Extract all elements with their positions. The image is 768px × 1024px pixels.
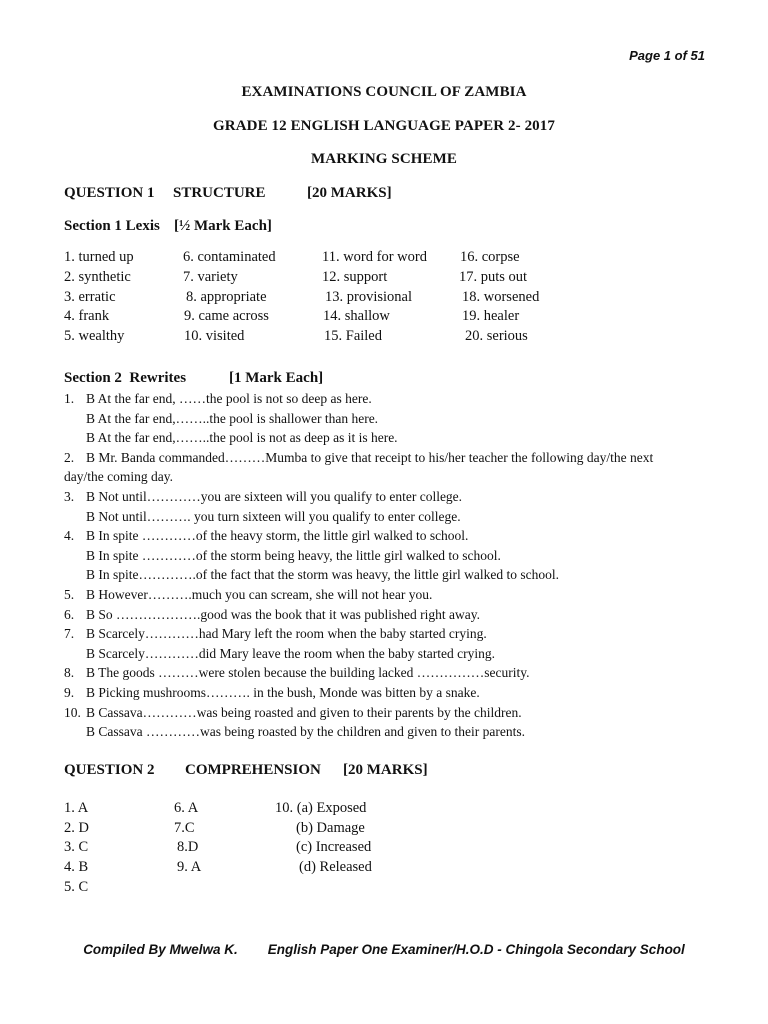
item-number: [64, 546, 86, 566]
item-number: 10.: [64, 704, 81, 720]
lexis-item: 14. shallow: [323, 308, 390, 324]
lexis-item: 9. came across: [184, 308, 269, 324]
answer-item: 1. A: [64, 800, 89, 816]
paper-title: GRADE 12 ENGLISH LANGUAGE PAPER 2- 2017: [213, 118, 555, 134]
rewrite-line: [64, 722, 714, 742]
lexis-item: 13. provisional: [325, 289, 412, 305]
answer-item: 8.D: [177, 839, 199, 855]
rewrite-text: B In spite …………of the storm being heavy, the little girl walked to school.: [86, 547, 501, 563]
rewrite-line: [64, 467, 714, 487]
item-number: [64, 428, 86, 448]
section1-marks: [½ Mark Each]: [174, 218, 272, 234]
lexis-item: 12. support: [322, 269, 388, 285]
rewrite-line: [64, 605, 714, 625]
answer-item: (b) Damage: [296, 820, 365, 836]
item-number: 1.: [64, 391, 75, 406]
question2-label: QUESTION 2: [64, 762, 155, 778]
rewrite-text: B In spite …………of the heavy storm, the little girl walked to school.: [86, 528, 469, 544]
rewrite-text: B Not until…………you are sixteen will you qualify to enter college.: [86, 488, 463, 504]
lexis-item: 5. wealthy: [64, 328, 125, 344]
marking-scheme-title: MARKING SCHEME: [311, 151, 457, 167]
item-number: 6.: [64, 606, 75, 622]
answer-item: 3. C: [64, 839, 89, 855]
rewrite-text: B Cassava…………was being roasted and given to their parents by the children.: [86, 704, 522, 720]
council-title: EXAMINATIONS COUNCIL OF ZAMBIA: [241, 84, 527, 100]
rewrite-line: [64, 565, 714, 585]
lexis-item: 20. serious: [465, 328, 528, 344]
answer-item: 10. (a) Exposed: [275, 800, 367, 816]
item-number: [64, 644, 86, 664]
rewrite-line: [64, 703, 714, 723]
rewrite-line: [64, 389, 714, 409]
footer-credit: Compiled By Mwelwa K. English Paper One Examiner/H.O.D - Chingola Secondary School: [83, 942, 685, 957]
section1-label: Section 1 Lexis: [64, 218, 160, 234]
item-number: 3.: [64, 488, 75, 504]
lexis-item: 3. erratic: [64, 289, 116, 305]
rewrite-line: [64, 428, 714, 448]
question1-marks: [20 MARKS]: [307, 185, 392, 201]
rewrite-text: B In spite………….of the fact that the storm was heavy, the little girl walked to school.: [86, 567, 560, 583]
lexis-item: 1. turned up: [64, 249, 134, 265]
question2-marks: [20 MARKS]: [343, 762, 428, 778]
lexis-item: 10. visited: [184, 328, 245, 344]
rewrite-line: [64, 644, 714, 664]
lexis-item: 8. appropriate: [186, 289, 267, 305]
rewrite-text: B Scarcely…………had Mary left the room when the baby started crying.: [86, 626, 487, 642]
rewrites-list: [64, 389, 714, 742]
rewrite-line: [64, 663, 714, 683]
rewrite-line: [64, 487, 714, 507]
section2-marks: [1 Mark Each]: [229, 370, 324, 386]
lexis-item: 7. variety: [183, 269, 238, 285]
section2-label: Section 2 Rewrites: [64, 370, 187, 386]
lexis-item: 2. synthetic: [64, 269, 131, 285]
rewrite-line: [64, 526, 714, 546]
answer-item: 5. C: [64, 879, 89, 895]
lexis-item: 11. word for word: [322, 249, 427, 265]
answer-item: 6. A: [174, 800, 199, 816]
answer-item: 2. D: [64, 820, 89, 836]
rewrite-text: B The goods ………were stolen because the building lacked ……………security.: [86, 665, 530, 681]
rewrite-line: [64, 585, 714, 605]
item-number: [64, 722, 86, 742]
rewrite-text: B Picking mushrooms………. in the bush, Monde was bitten by a snake.: [86, 684, 480, 700]
rewrite-line: [64, 624, 714, 644]
rewrite-text: B So ……………….good was the book that it was published right away.: [86, 606, 480, 622]
question1-topic: STRUCTURE: [173, 185, 266, 201]
answer-item: 7.C: [174, 820, 195, 836]
rewrite-line: [64, 448, 714, 468]
item-number: 8.: [64, 665, 75, 681]
answer-item: (c) Increased: [296, 839, 372, 855]
lexis-item: 19. healer: [462, 308, 520, 324]
item-number: [64, 507, 86, 527]
lexis-item: 15. Failed: [324, 328, 382, 344]
rewrite-text: B At the far end,……..the pool is not as deep as it is here.: [86, 430, 398, 446]
item-number: 4.: [64, 528, 75, 544]
rewrite-line: [64, 409, 714, 429]
rewrite-text: B Not until………. you turn sixteen will you qualify to enter college.: [86, 508, 461, 524]
item-number: 5.: [64, 586, 75, 602]
rewrite-text: B However……….much you can scream, she will not hear you.: [86, 586, 433, 602]
item-number: [64, 409, 86, 429]
question1-label: QUESTION 1: [64, 185, 155, 201]
rewrite-text: B Scarcely…………did Mary leave the room when the baby started crying.: [86, 645, 496, 661]
lexis-item: 18. worsened: [462, 289, 540, 305]
lexis-item: 17. puts out: [459, 269, 528, 285]
lexis-item: 4. frank: [64, 308, 110, 324]
rewrite-text: day/the coming day.: [64, 469, 173, 485]
item-number: [64, 565, 86, 585]
item-number: 2.: [64, 449, 75, 465]
rewrite-line: [64, 546, 714, 566]
lexis-item: 6. contaminated: [183, 249, 276, 265]
rewrite-text: B At the far end,……..the pool is shallower than here.: [86, 410, 379, 426]
item-number: 7.: [64, 626, 75, 642]
answer-item: 9. A: [177, 859, 202, 875]
rewrite-text: B Mr. Banda commanded………Mumba to give that receipt to his/her teacher the following day/the next: [86, 449, 654, 465]
item-number: 9.: [64, 684, 75, 700]
rewrite-text: B At the far end, ……the pool is not so deep as here.: [86, 391, 372, 406]
rewrite-line: [64, 683, 714, 703]
answer-item: (d) Released: [299, 859, 372, 875]
rewrite-text: B Cassava …………was being roasted by the children and given to their parents.: [86, 724, 526, 740]
lexis-item: 16. corpse: [460, 249, 520, 265]
page-number: Page 1 of 51: [629, 48, 705, 63]
answer-item: 4. B: [64, 859, 89, 875]
rewrite-line: [64, 507, 714, 527]
question2-topic: COMPREHENSION: [185, 762, 321, 778]
